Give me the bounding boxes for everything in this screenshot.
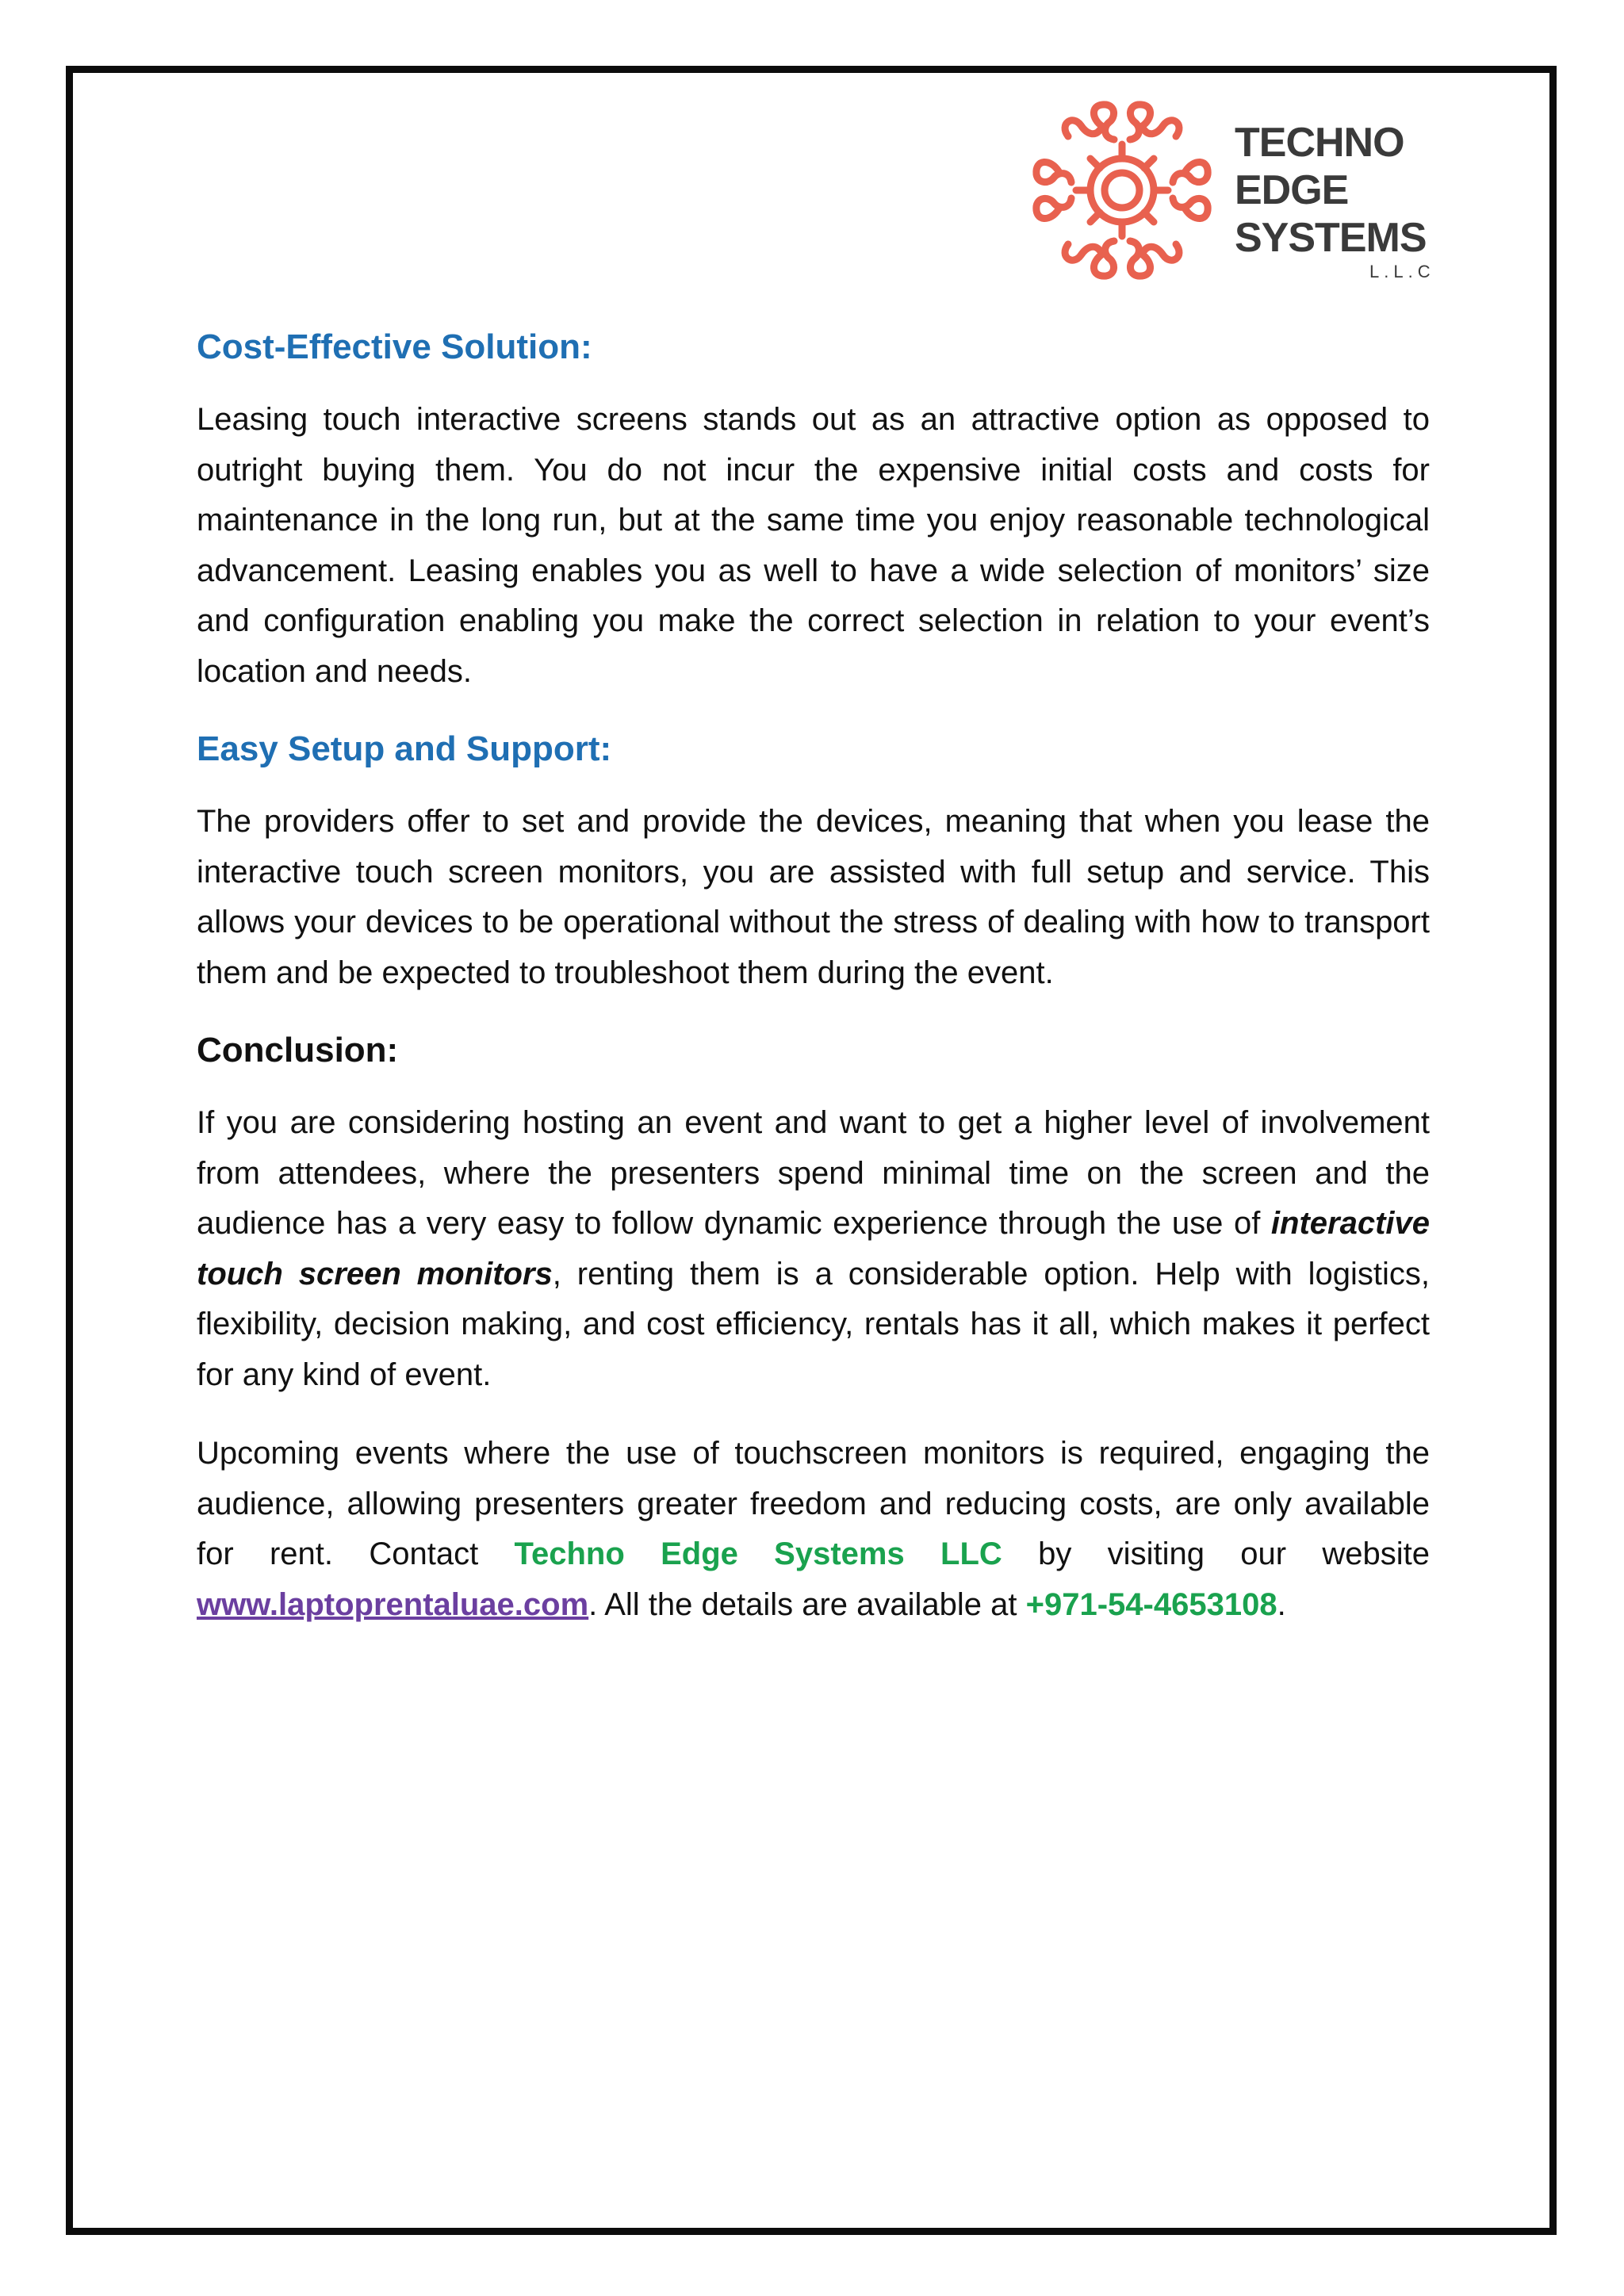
paragraph-conclusion-1 [197,1098,1430,1400]
conclusion-text-start: If you are considering hosting an event and want to get a higher level of involvement from attendees, where the presenters spend minimal time on the screen and the audience has a very easy to follow dynamic experience through the use of [197,1105,1430,1241]
heading-conclusion: Conclusion: [197,1031,399,1070]
company-name: Techno Edge Systems LLC [514,1536,1002,1571]
logo-wordmark [1235,119,1427,262]
contact-text-end: . [1277,1586,1286,1622]
heading-easy-setup: Easy Setup and Support: [197,729,612,768]
contact-text-middle-2: . All the details are available at [588,1586,1026,1622]
website-link[interactable]: www.laptoprentaluae.com [197,1586,589,1622]
contact-text-middle: by visiting our website [1002,1536,1431,1571]
paragraph-conclusion-2 [197,1429,1430,1630]
company-logo [1027,95,1439,293]
logo-line-3: SYSTEMS [1235,215,1427,261]
emphasis-interactive-monitors: interactive touch screen monitors [197,1206,1430,1292]
conclusion-text-end: , renting them is a considerable option. Help with logistics, flexibility, decision making, and cost efficiency, rentals has it all, which makes it perfect for any kind of event. [197,1256,1430,1392]
phone-number: +971-54-4653108 [1025,1586,1277,1622]
contact-text-start: Upcoming events where the use of touchscreen monitors is required, engaging the audience, allowing presenters greater freedom and reducing costs, are only available for rent. Contact [197,1436,1430,1571]
document-body [197,323,1430,1630]
heading-cost-effective: Cost-Effective Solution: [197,327,592,366]
logo-emblem-icon [1027,95,1217,285]
paragraph-cost-effective: Leasing touch interactive screens stands out as an attractive option as opposed to outright buying them. You do not incur the expensive initial costs and costs for maintenance in the long run, but at the same time you enjoy reasonable technological advancement. Leasing enables you as well to have a wide selection of monitors’ size and configuration enabling you make the correct selection in relation to your event’s location and needs. [197,402,1430,689]
logo-llc: L.L.C [1369,262,1435,281]
logo-line-1: TECHNO [1235,120,1404,166]
logo-line-2: EDGE [1235,167,1349,213]
paragraph-easy-setup: The providers offer to set and provide the devices, meaning that when you lease the interactive touch screen monitors, you are assisted with full setup and service. This allows your devices to be operational without the stress of dealing with how to transport them and be expected to troubleshoot them during the event. [197,804,1430,990]
